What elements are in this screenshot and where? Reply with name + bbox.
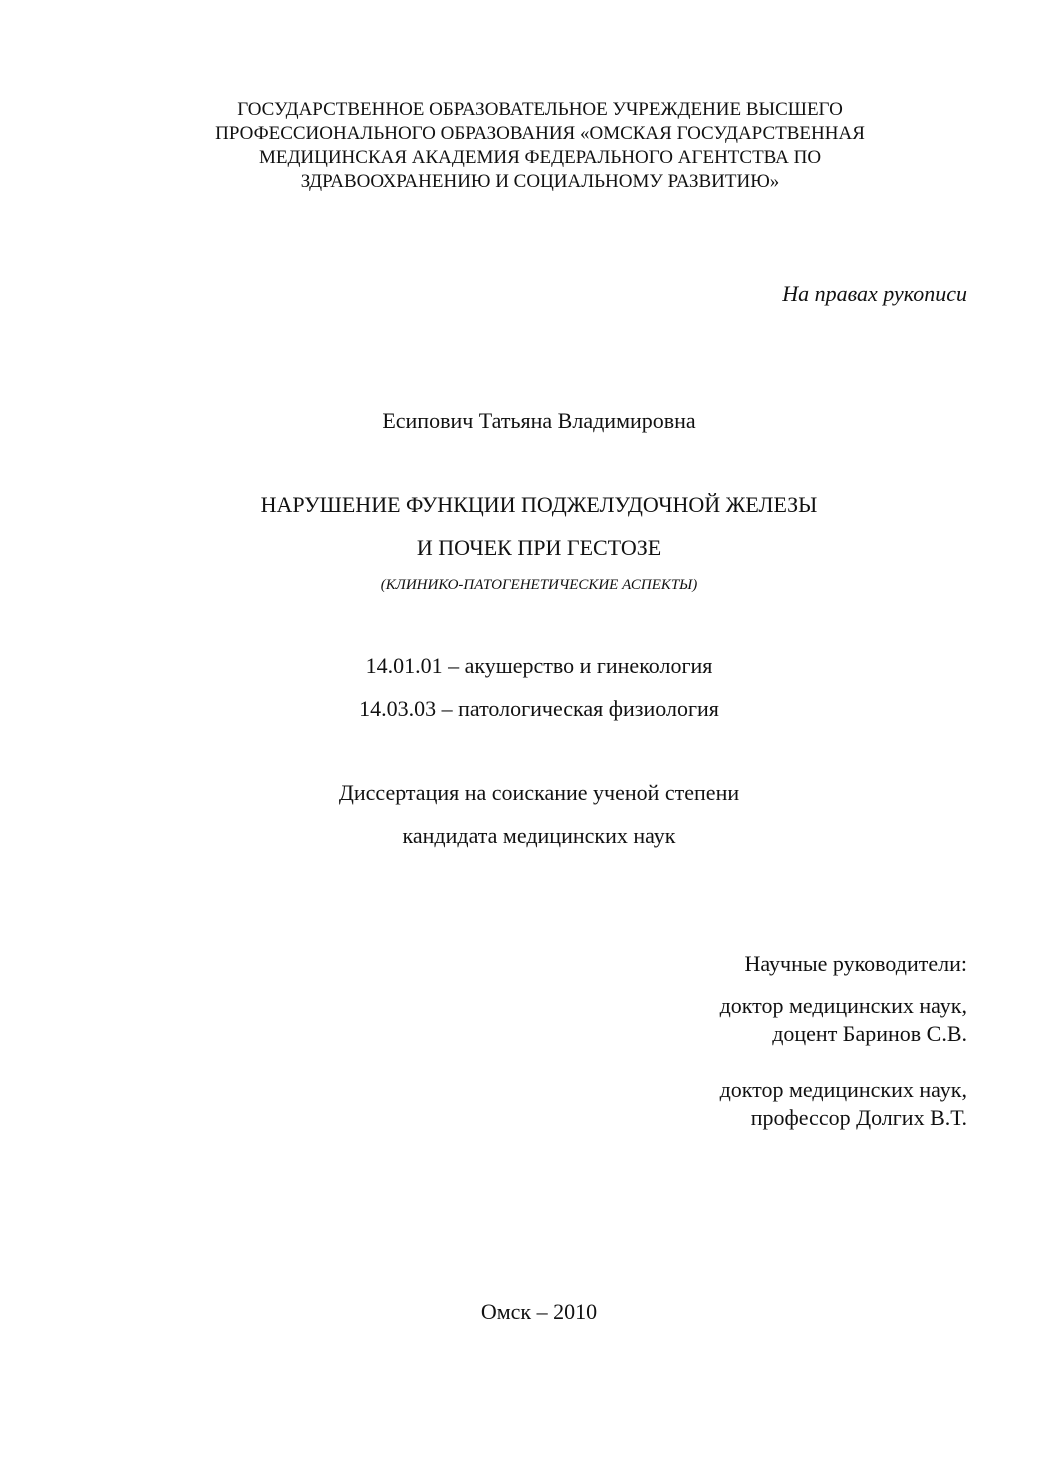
supervisor-name: доцент Баринов С.В. <box>772 1021 967 1046</box>
thesis-subtitle: (КЛИНИКО-ПАТОГЕНЕТИЧЕСКИЕ АСПЕКТЫ) <box>380 577 698 593</box>
supervisor-name: профессор Долгих В.Т. <box>750 1105 967 1130</box>
supervisors-block <box>720 950 967 1160</box>
degree-statement-line-1: Диссертация на соискание ученой степени <box>338 780 740 805</box>
institution-line: ЗДРАВООХРАНЕНИЮ И СОЦИАЛЬНОМУ РАЗВИТИЮ» <box>300 171 780 192</box>
author-name: Есипович Татьяна Владимировна <box>382 408 696 433</box>
institution-line: ПРОФЕССИОНАЛЬНОГО ОБРАЗОВАНИЯ «ОМСКАЯ ГОСУДАРСТВЕННАЯ <box>215 123 865 144</box>
supervisor-entry <box>720 1076 967 1132</box>
specialty-code-1: 14.01.01 – акушерство и гинекология <box>365 653 713 678</box>
supervisor-entry <box>720 992 967 1048</box>
thesis-title-line-2: И ПОЧЕК ПРИ ГЕСТОЗЕ <box>416 535 662 560</box>
institution-line: МЕДИЦИНСКАЯ АКАДЕМИЯ ФЕДЕРАЛЬНОГО АГЕНТСТВА ПО <box>258 147 822 168</box>
institution-name <box>120 98 960 194</box>
specialty-code-2: 14.03.03 – патологическая физиология <box>359 696 719 721</box>
degree-statement-line-2: кандидата медицинских наук <box>402 823 676 848</box>
supervisor-degree: доктор медицинских наук, <box>719 1077 967 1102</box>
supervisor-degree: доктор медицинских наук, <box>719 993 967 1018</box>
institution-line: ГОСУДАРСТВЕННОЕ ОБРАЗОВАТЕЛЬНОЕ УЧРЕЖДЕНИЕ ВЫСШЕГО <box>237 99 843 120</box>
supervisors-heading: Научные руководители: <box>744 951 967 976</box>
city-and-year: Омск – 2010 <box>480 1299 598 1324</box>
thesis-title-line-1: НАРУШЕНИЕ ФУНКЦИИ ПОДЖЕЛУДОЧНОЙ ЖЕЛЕЗЫ <box>260 492 818 517</box>
manuscript-rights-note: На правах рукописи <box>782 281 967 306</box>
